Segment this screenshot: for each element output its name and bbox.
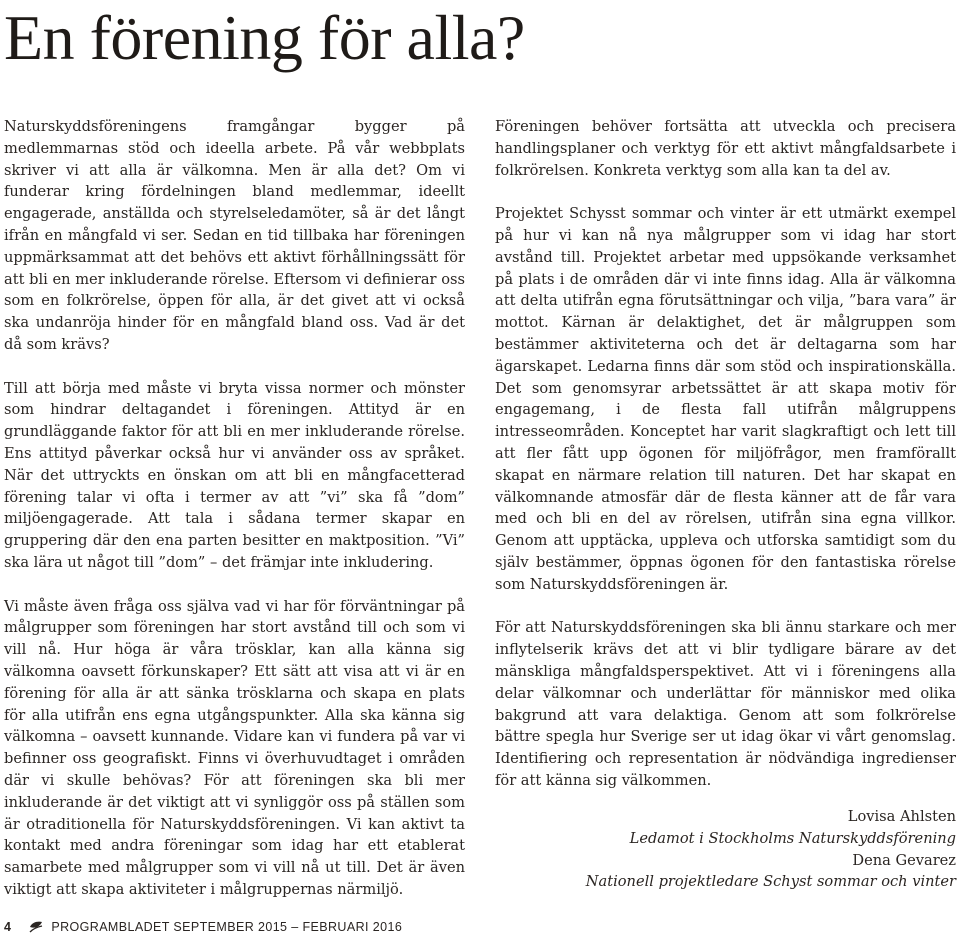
paragraph: För att Naturskyddsföreningen ska bli ännu starkare och mer inflytelserik krävs det att vi blir tydligare bärare av det mänskliga mångfaldsperspektivet. Att vi i föreningens alla delar välkomnar och underlättar för människor med olika bakgrund att vara delaktiga. Genom att som folkrörelse bättre spegla hur Sverige ser ut idag ökar vi vårt genomslag. Identifiering och representation är nödvändiga ingredienser för att känna sig välkommen.: [495, 619, 956, 789]
author-role: Ledamot i Stockholms Naturskyddsförening: [629, 829, 956, 847]
paragraph: Projektet Schysst sommar och vinter är ett utmärkt exempel på hur vi kan nå nya målgrupper som vi idag har stort avstånd till. Projektet arbetar med uppsökande verksamhet på plats i de områden där vi inte finns idag. Alla är välkomna att delta utifrån egna förutsättningar och vilja, ”bara vara” är mottot. Kärnan är delaktighet, det är målgruppen som bestämmer aktiviteterna och det är deltagarna som har ägarskapet. Ledarna finns där som stöd och inspirationskälla. Det som genomsyrar arbetssättet är att skapa motiv för engagemang, i de flesta fall utifrån målgruppens intresseområden. Konceptet har varit slagkraftigt och lett till att fler fått upp ögonen för miljöfrågor, men framförallt skapat en närmare relation till naturen. Det har skapat en välkomnande atmosfär där de flesta känner att de får vara med och bli en del av rörelsen, utifrån sina egna villkor. Genom att upptäcka, uppleva och utforska samtidigt som du själv bestämmer, öppnas ögonen för den fantastiska rörelse som Naturskyddsföreningen är.: [495, 205, 956, 593]
leaf-icon: [29, 921, 43, 933]
signature-block: [495, 806, 956, 893]
publication-name: PROGRAMBLADET SEPTEMBER 2015 – FEBRUARI 2016: [51, 920, 403, 934]
author-name: Dena Gevarez: [852, 851, 956, 869]
page-title: En förening för alla?: [4, 2, 525, 73]
paragraph: Naturskyddsföreningens framgångar bygger på medlemmarnas stöd och ideella arbete. På vår webbplats skriver vi att alla är välkomna. Men är alla det? Om vi funderar kring fördelningen bland medlemmar, ideellt engagerade, anställda och styrelseledamöter, så är det långt ifrån en mångfald vi ser. Sedan en tid tillbaka har föreningen uppmärksammat att det behövs ett aktivt förhållningssätt för att bli en mer inkluderande rörelse. Eftersom vi definierar oss som en folkrörelse, öppen för alla, är det givet att vi också ska undanröja hinder för en mångfald bland oss. Vad är det då som krävs?: [4, 118, 465, 353]
right-column: [495, 116, 956, 792]
paragraph: Föreningen behöver fortsätta att utveckla och precisera handlingsplaner och verktyg för ett aktivt mångfaldsarbete i folkrörelsen. Konkreta verktyg som alla kan ta del av.: [495, 118, 956, 179]
paragraph: Vi måste även fråga oss själva vad vi har för förväntningar på målgrupper som föreningen har stort avstånd till och som vi vill nå. Hur höga är våra trösklar, kan alla känna sig välkomna oavsett förkunskaper? Ett sätt att visa att vi är en förening för alla är att sänka trösklarna och skapa en plats för alla utifrån ens egna utgångspunkter. Alla ska känna sig välkomna – oavsett kunnande. Vidare kan vi fundera på var vi befinner oss geografiskt. Finns vi överhuvudtaget i områden där vi skulle behövas? För att föreningen ska bli mer inkluderande är det viktigt att vi synliggör oss på ställen som är otraditionella för Naturskyddsföreningen. Vi kan aktivt ta kontakt med andra föreningar som idag har ett etablerat samarbete med målgrupper som vi vill nå ut till. Det är även viktigt att skapa aktiviteter i målgruppernas närmiljö.: [4, 597, 465, 898]
author-role: Nationell projektledare Schyst sommar och vinter: [585, 873, 956, 891]
page-number: 4: [4, 920, 12, 934]
page-footer: [4, 918, 402, 936]
paragraph: Till att börja med måste vi bryta vissa normer och mönster som hindrar deltagandet i föreningen. Attityd är en grundläggande faktor för att bli en mer inkluderande rörelse. Ens attityd påverkar också hur vi använder oss av språket. När det uttryckts en önskan om att bli en mångfacetterad förening talar vi ofta i termer av att ”vi” ska få ”dom” miljöengagerade. Att tala i sådana termer skapar en gruppering där den ena parten besitter en maktposition. ”Vi” ska lära ut något till ”dom” – det främjar inte inkludering.: [4, 379, 465, 571]
left-column: [4, 116, 465, 901]
author-name: Lovisa Ahlsten: [847, 808, 956, 825]
